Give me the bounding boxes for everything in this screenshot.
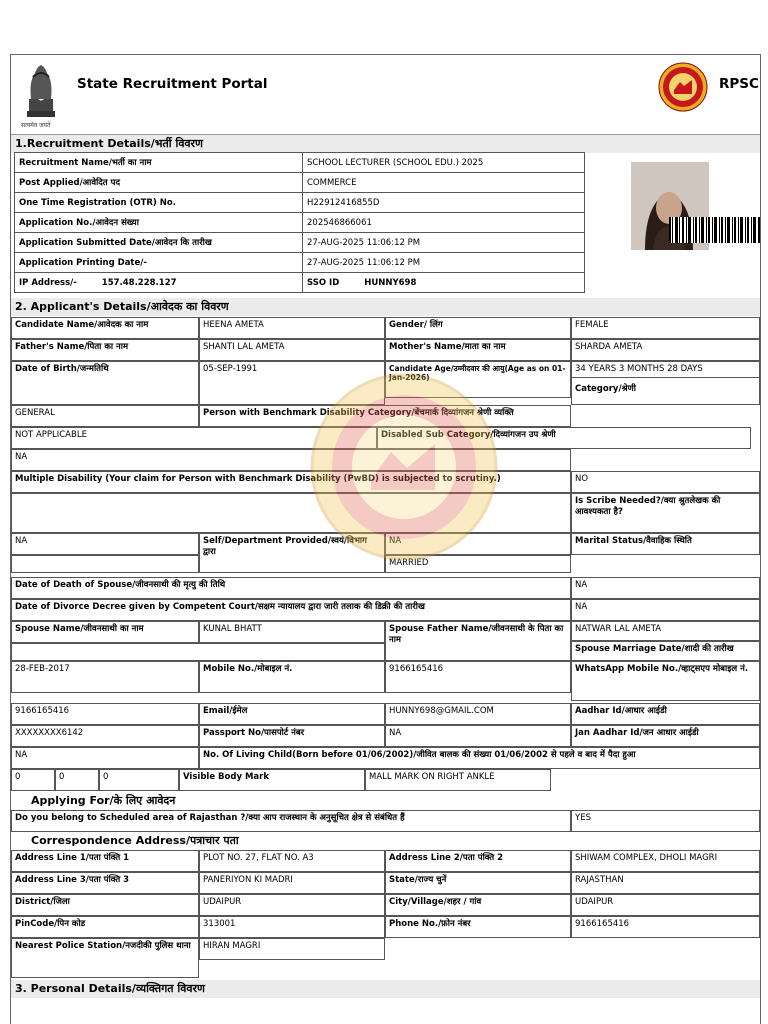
- table-row: [15, 153, 585, 173]
- divorce-label: Date of Divorce Decree given by Competent Court/सक्षम न्यायालय द्वारा जारी तलाक की डिक्री की तारीख: [11, 599, 571, 621]
- table-row: [15, 233, 585, 253]
- police-station-value: HIRAN MAGRI: [199, 938, 385, 960]
- phone-label: Phone No./फ़ोन नंबर: [385, 916, 571, 938]
- self-dept-value: NA: [385, 533, 571, 555]
- ip-label: IP Address/-: [19, 277, 77, 288]
- living-children-label: No. Of Living Child(Born before 01/06/2002)/जीवित बालक की संख्या 01/06/2002 से पहले व बाद में पैदा हुआ: [199, 747, 760, 769]
- category-label: Category/श्रेणी: [571, 377, 760, 405]
- table-row: [15, 253, 585, 273]
- address-line1-value: PLOT NO. 27, FLAT NO. A3: [199, 850, 385, 872]
- submitted-date-label: Application Submitted Date/आवेदन कि तारीख: [15, 233, 303, 253]
- post-applied-value: COMMERCE: [303, 173, 585, 193]
- mobile-label: Mobile No./मोबाइल नं.: [199, 661, 385, 693]
- multiple-disability-value: NO: [571, 471, 760, 493]
- blank-cell: [11, 555, 199, 573]
- post-applied-label: Post Applied/आवेदित पद: [15, 173, 303, 193]
- dob-label: Date of Birth/जन्मतिथि: [11, 361, 199, 405]
- age-value: 34 YEARS 3 MONTHS 28 DAYS: [571, 361, 760, 377]
- gender-value: FEMALE: [571, 317, 760, 339]
- living-children-count-3: 0: [99, 769, 179, 791]
- candidate-name-label: Candidate Name/आवेदक का नाम: [11, 317, 199, 339]
- table-row: [15, 273, 585, 293]
- pincode-label: PinCode/पिन कोड: [11, 916, 199, 938]
- scribe-value: NA: [11, 533, 199, 555]
- city-label: City/Village/शहर / गांव: [385, 894, 571, 916]
- address-line1-label: Address Line 1/पता पंक्ति 1: [11, 850, 199, 872]
- jan-aadhar-label: Jan Aadhar Id/जन आधार आईडी: [571, 725, 760, 747]
- email-label: Email/ईमेल: [199, 703, 385, 725]
- address-line2-value: SHIWAM COMPLEX, DHOLI MAGRI: [571, 850, 760, 872]
- spouse-death-label: Date of Death of Spouse/जीवनसाथी की मृत्यु की तिथि: [11, 577, 571, 599]
- body-mark-label: Visible Body Mark: [179, 769, 365, 791]
- national-emblem-icon: [19, 59, 63, 129]
- application-form: [10, 54, 761, 1024]
- application-no-label: Application No./आवेदन संख्या: [15, 213, 303, 233]
- address-line2-label: Address Line 2/पता पंक्ति 2: [385, 850, 571, 872]
- address-line3-value: PANERIYON KI MADRI: [199, 872, 385, 894]
- emblem-motto: सत्यमेव जयते: [21, 122, 51, 129]
- sso-cell: [303, 273, 585, 293]
- sso-value: HUNNY698: [364, 277, 417, 288]
- scribe-label: Is Scribe Needed?/क्या श्रुतलेखक की आवश्यकता है?: [571, 493, 760, 533]
- section-personal-header: 3. Personal Details/व्यक्तिगत विवरण: [11, 980, 760, 998]
- whatsapp-label: WhatsApp Mobile No./व्हाट्सएप मोबाइल नं.: [571, 661, 760, 701]
- mother-name-value: SHARDA AMETA: [571, 339, 760, 361]
- gender-label: Gender/ लिंग: [385, 317, 571, 339]
- age-cell: [385, 361, 571, 398]
- spouse-name-value: KUNAL BHATT: [199, 621, 385, 643]
- printing-date-value: 27-AUG-2025 11:06:12 PM: [303, 253, 585, 273]
- otr-label: One Time Registration (OTR) No.: [15, 193, 303, 213]
- mobile-value: 9166165416: [385, 661, 571, 693]
- org-abbr: RPSC: [719, 76, 759, 92]
- jan-aadhar-value: NA: [11, 747, 199, 769]
- correspondence-header: Correspondence Address/पत्राचार पता: [31, 834, 239, 847]
- candidate-name-value: HEENA AMETA: [199, 317, 385, 339]
- divorce-value: NA: [571, 599, 760, 621]
- passport-value: NA: [385, 725, 571, 747]
- aadhar-label: Aadhar Id/आधार आईडी: [571, 703, 760, 725]
- district-label: District/जिला: [11, 894, 199, 916]
- marital-status-value: MARRIED: [385, 555, 571, 573]
- pwbd-label: Person with Benchmark Disability Category/बेंचमार्क दिव्यांगजन श्रेणी व्यक्ति: [199, 405, 571, 427]
- email-value: HUNNY698@GMAIL.COM: [385, 703, 571, 725]
- whatsapp-value: 9166165416: [11, 703, 199, 725]
- living-children-count-1: 0: [11, 769, 55, 791]
- passport-label: Passport No/पासपोर्ट नंबर: [199, 725, 385, 747]
- age-label: Candidate Age/उम्मीदवार की आयु: [389, 364, 505, 373]
- portal-title: State Recruitment Portal: [77, 76, 268, 92]
- spouse-father-label: Spouse Father Name/जीवनसाथी के पिता का नाम: [385, 621, 571, 661]
- district-value: UDAIPUR: [199, 894, 385, 916]
- aadhar-value: XXXXXXXX6142: [11, 725, 199, 747]
- spouse-father-value: NATWAR LAL AMETA: [571, 621, 760, 641]
- phone-value: 9166165416: [571, 916, 760, 938]
- disabled-sub-label: Disabled Sub Category/दिव्यांगजन उप श्रेणी: [377, 427, 751, 449]
- pincode-value: 313001: [199, 916, 385, 938]
- disabled-sub-value: NA: [11, 449, 571, 471]
- applying-for-header: Applying For/के लिए आवेदन: [31, 794, 176, 807]
- pwbd-value: NOT APPLICABLE: [11, 427, 377, 449]
- state-value: RAJASTHAN: [571, 872, 760, 894]
- city-value: UDAIPUR: [571, 894, 760, 916]
- recruitment-name-label: Recruitment Name/भर्ती का नाम: [15, 153, 303, 173]
- rpsc-seal-icon: [658, 62, 708, 112]
- table-row: [15, 213, 585, 233]
- otr-value: H22912416855D: [303, 193, 585, 213]
- marital-status-label: Marital Status/वैवाहिक स्थिति: [571, 533, 760, 555]
- body-mark-value: MALL MARK ON RIGHT ANKLE: [365, 769, 551, 791]
- multiple-disability-label: Multiple Disability (Your claim for Person with Benchmark Disability (PwBD) is subjected to scrutiny.): [11, 471, 571, 493]
- marriage-date-value: 28-FEB-2017: [11, 661, 199, 693]
- age-note: (Age as on 01-Jan-2026): [389, 364, 566, 383]
- state-label: State/राज्य चुनें: [385, 872, 571, 894]
- submitted-date-value: 27-AUG-2025 11:06:12 PM: [303, 233, 585, 253]
- spouse-name-label: Spouse Name/जीवनसाथी का नाम: [11, 621, 199, 643]
- category-value: GENERAL: [11, 405, 199, 427]
- self-dept-label: Self/Department Provided/स्वयं/विभाग द्वारा: [199, 533, 385, 573]
- scheduled-area-question: Do you belong to Scheduled area of Rajasthan ?/क्या आप राजस्थान के अनुसूचित क्षेत्र से संबंधित हैं: [11, 810, 571, 832]
- father-name-label: Father's Name/पिता का नाम: [11, 339, 199, 361]
- address-line3-label: Address Line 3/पता पंक्ति 3: [11, 872, 199, 894]
- ip-cell: [15, 273, 303, 293]
- barcode-icon: [669, 217, 761, 243]
- scribe-blank: [11, 493, 571, 533]
- marriage-date-label: Spouse Marriage Date/शादी की तारीख: [571, 641, 760, 661]
- recruitment-table: [14, 152, 585, 293]
- police-station-label: Nearest Police Station/नजदीकी पुलिस थाना: [11, 938, 199, 978]
- ip-value: 157.48.228.127: [101, 277, 177, 288]
- scheduled-area-answer: YES: [571, 810, 760, 832]
- blank-cell: [11, 643, 385, 661]
- dob-value: 05-SEP-1991: [199, 361, 385, 405]
- living-children-count-2: 0: [55, 769, 99, 791]
- mother-name-label: Mother's Name/माता का नाम: [385, 339, 571, 361]
- section-applicant-header: 2. Applicant's Details/आवेदक का विवरण: [11, 298, 760, 316]
- section-recruitment-header: 1.Recruitment Details/भर्ती विवरण: [11, 135, 760, 153]
- printing-date-label: Application Printing Date/-: [15, 253, 303, 273]
- application-no-value: 202546866061: [303, 213, 585, 233]
- father-name-value: SHANTI LAL AMETA: [199, 339, 385, 361]
- sso-label: SSO ID: [307, 277, 340, 288]
- table-row: [15, 193, 585, 213]
- recruitment-name-value: SCHOOL LECTURER (SCHOOL EDU.) 2025: [303, 153, 585, 173]
- spouse-death-value: NA: [571, 577, 760, 599]
- table-row: [15, 173, 585, 193]
